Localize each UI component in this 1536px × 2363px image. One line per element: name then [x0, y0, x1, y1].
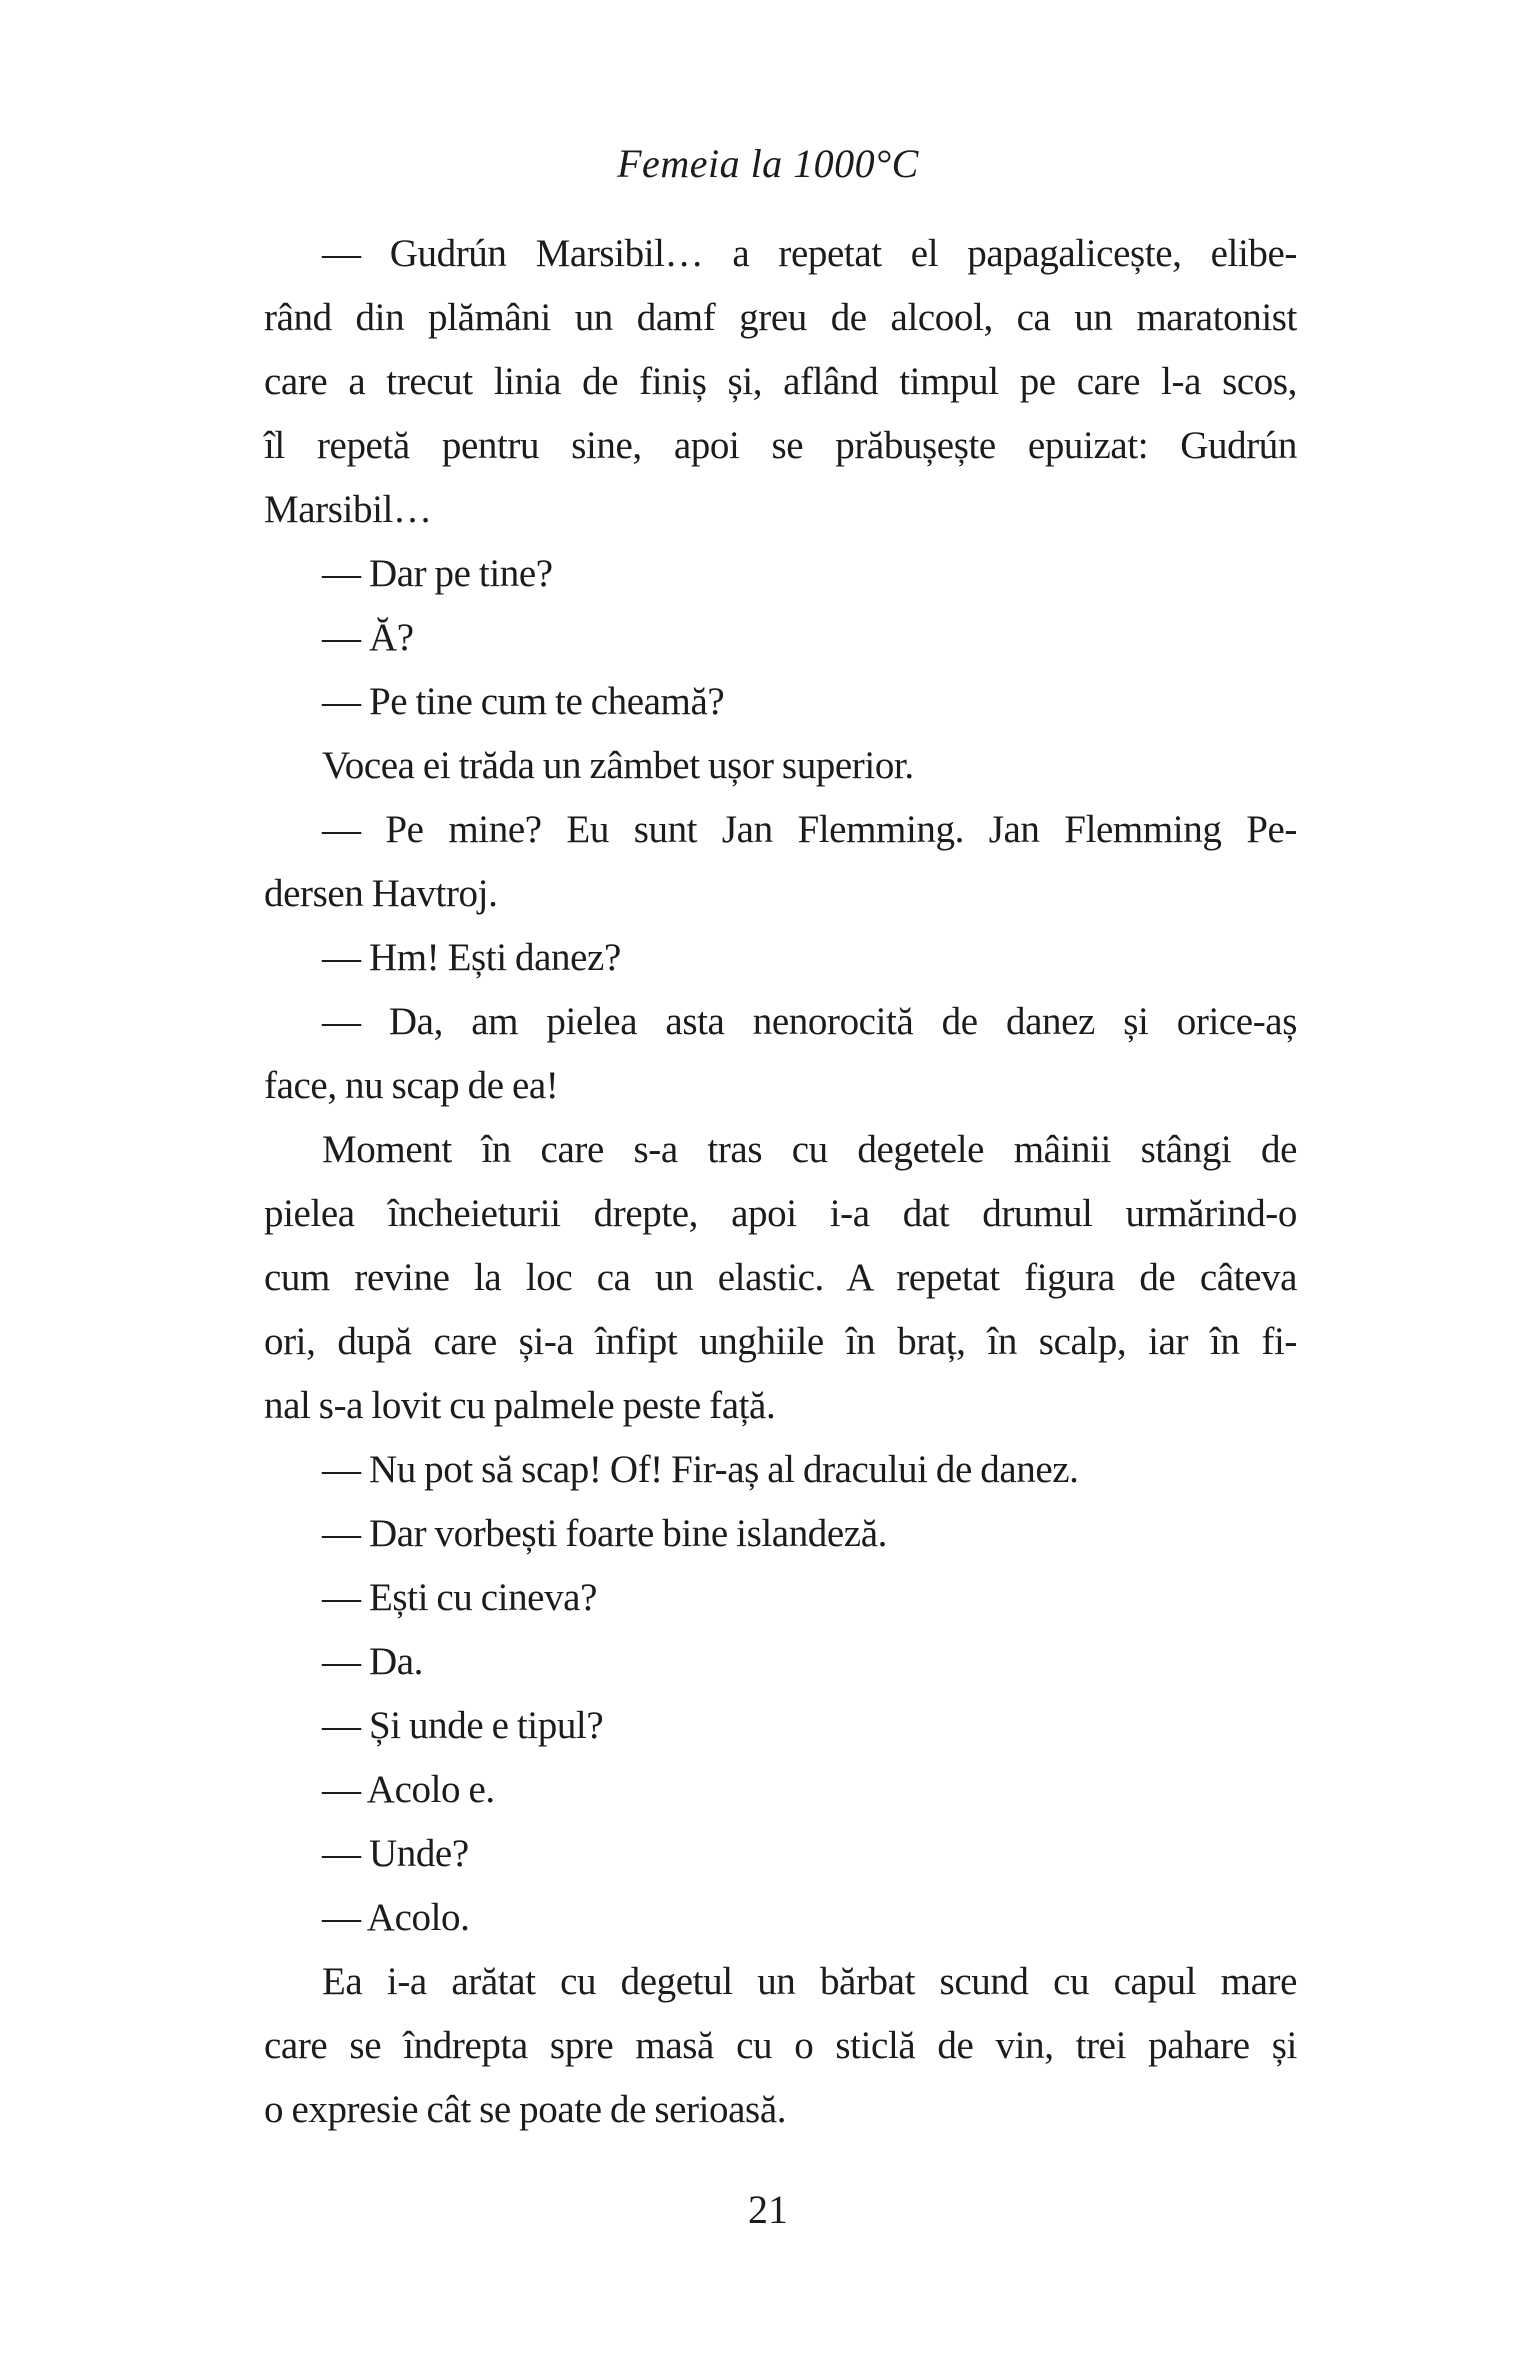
dialogue-line: — Da, am pielea asta nenorocită de danez și orice-aș [322, 1000, 1297, 1043]
paragraph-line: pielea încheieturii drepte, apoi i-a dat drumul urmărind-o [264, 1192, 1297, 1235]
paragraph-line: Vocea ei trăda un zâmbet ușor superior. [322, 744, 914, 787]
dialogue-line: — Acolo. [322, 1896, 470, 1939]
dialogue-line: — Dar pe tine? [322, 552, 553, 595]
paragraph-line: — Gudrún Marsibil… a repetat el papagalicește, elibe- [322, 232, 1297, 275]
paragraph-line: care se îndrepta spre masă cu o sticlă de vin, trei pahare și [264, 2024, 1297, 2067]
paragraph-line: rând din plămâni un damf greu de alcool, ca un maratonist [264, 296, 1297, 339]
paragraph-line: o expresie cât se poate de serioasă. [264, 2088, 787, 2131]
paragraph-line: nal s-a lovit cu palmele peste față. [264, 1384, 776, 1427]
dialogue-line: — Da. [322, 1640, 423, 1683]
page-number: 21 [748, 2187, 788, 2232]
dialogue-line: — Pe tine cum te cheamă? [322, 680, 725, 723]
paragraph-line: îl repetă pentru sine, apoi se prăbușește epuizat: Gudrún [264, 424, 1297, 467]
dialogue-line: face, nu scap de ea! [264, 1064, 559, 1107]
dialogue-line: — Și unde e tipul? [322, 1704, 604, 1747]
dialogue-line: — Hm! Ești danez? [322, 936, 621, 979]
paragraph-line: Ea i-a arătat cu degetul un bărbat scund cu capul mare [322, 1960, 1297, 2003]
paragraph-line: cum revine la loc ca un elastic. A repetat figura de câteva [264, 1256, 1297, 1299]
dialogue-line: — Unde? [322, 1832, 469, 1875]
dialogue-line: dersen Havtroj. [264, 872, 498, 915]
dialogue-line: — Pe mine? Eu sunt Jan Flemming. Jan Flemming Pe- [322, 808, 1297, 851]
running-head-title: Femeia la 1000°C [617, 141, 919, 186]
dialogue-line: — Ești cu cineva? [322, 1576, 598, 1619]
dialogue-line: — Dar vorbești foarte bine islandeză. [322, 1512, 887, 1555]
paragraph-line: Marsibil… [264, 488, 432, 531]
paragraph-line: ori, după care și-a înfipt unghiile în braț, în scalp, iar în fi- [264, 1320, 1297, 1363]
paragraph-line: care a trecut linia de finiș și, aflând timpul pe care l-a scos, [264, 360, 1297, 403]
dialogue-line: — Ă? [322, 616, 414, 659]
paragraph-line: Moment în care s-a tras cu degetele mâinii stângi de [322, 1128, 1297, 1171]
body-text [264, 222, 1297, 2142]
dialogue-line: — Acolo e. [322, 1768, 495, 1811]
dialogue-line: — Nu pot să scap! Of! Fir-aș al dracului de danez. [322, 1448, 1079, 1491]
